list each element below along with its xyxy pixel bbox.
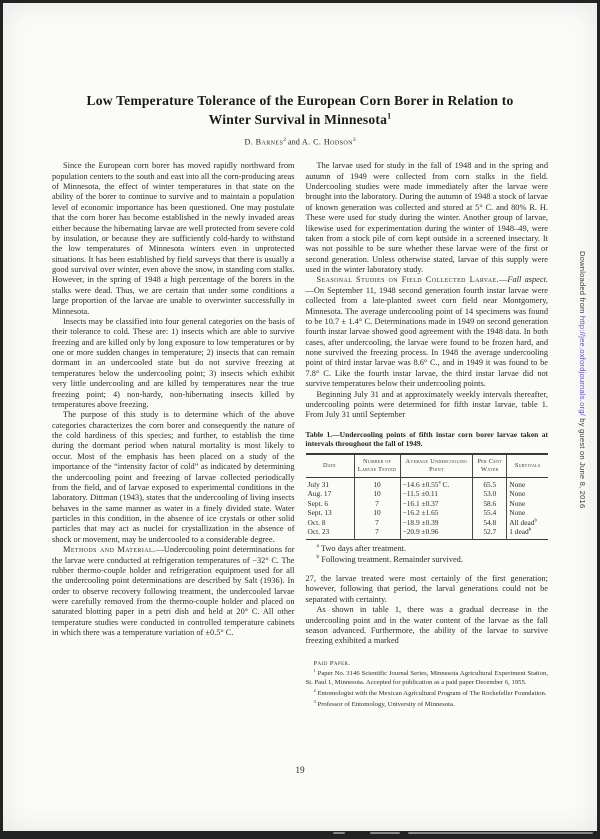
title-block xyxy=(3,91,597,146)
title-text: Low Temperature Tolerance of the European Corn Borer in Relation to Winter Survival in Minnesota xyxy=(86,93,514,128)
table-header-row xyxy=(306,454,549,477)
methods-heading: Methods and Material. xyxy=(63,545,156,555)
cell-water: 54.8 xyxy=(473,518,507,527)
cell-ucp: −16.1 ±0.37 xyxy=(400,499,473,508)
paragraph-generations: 27, the larvae treated were most certainly of the first generation; however, following that period, the larval generations could not be separated with certainty. xyxy=(305,574,548,604)
right-column xyxy=(306,161,549,710)
scan-artifact xyxy=(333,832,345,834)
table-row xyxy=(306,527,549,539)
cell-n: 10 xyxy=(354,508,400,517)
journal-page xyxy=(3,3,597,831)
table-footnote-a: $^a$ Two days after treatment. xyxy=(316,542,407,553)
cell-survival: None xyxy=(507,477,548,489)
seasonal-text: —On September 11, 1948 second generation fourth instar larvae were collected from a late-planted sweet corn field near Montgomery, Minnesota. The average undercooling point of 14 specimens was found to be 10.7 ± 1.4° C. Determinations made in 1949 on second generation fourth instar larvae showed good agreement with the 1948 data. In both cases, after undercooling, the larvae were found to be frozen hard, and none survived the freezing process. In 1948 the average undercooling point of third instar larvae was 8.6° C., and in 1949 it was found to be 7.8° C. Like the fourth instar larvae, the third instar larvae did not survive temperatures below their undercooling points. xyxy=(305,285,548,389)
page-title xyxy=(75,91,525,130)
scan-artifact xyxy=(370,832,400,834)
methods-text: —Undercooling point determinations for the larvae were conducted at refrigeration temperatures of −32° C. The rubber thermo-couple holder and refrigeration equipment used for all the undercooling point determinations are described by Salt (1936). In order to observe recovery following treatment, the undercooled larvae were carefully removed from the thermo-couple holder and placed on saturated blotting paper in a petri dish and held at 20° C. All other temperature studies were conducted in controlled temperature cabinets in which there was a temperature variation of ±0.5° C. xyxy=(52,545,295,638)
col-header-date: Date xyxy=(306,454,355,477)
cell-date: July 31 xyxy=(307,479,330,489)
table-1 xyxy=(306,453,549,540)
fall-aspect-subheading: Fall aspect. xyxy=(507,275,548,285)
download-watermark xyxy=(578,251,587,603)
author-1: D. Barnes xyxy=(244,137,284,147)
table-footnotes xyxy=(306,543,549,565)
table-row xyxy=(306,477,549,489)
cell-date: Sept. 6 xyxy=(307,498,329,508)
title-footnote-marker: 1 xyxy=(387,111,392,121)
cell-survival: None xyxy=(507,489,548,498)
cell-water: 58.6 xyxy=(473,499,507,508)
cell-survival: All dead$^b$ xyxy=(507,518,548,527)
article-footnotes xyxy=(306,660,549,710)
col-header-undercooling-point: Average Undercooling Point xyxy=(400,454,473,477)
footnote-1: $^1$ Paper No. 3146 Scientific Journal Series, Minnesota Agricultural Experiment Station, St. Paul 1, Minnesota. Accepted for publication as a paid paper December 6, 1955. xyxy=(305,668,549,687)
page-number: 19 xyxy=(295,766,305,776)
cell-ucp: −18.9 ±0.39 xyxy=(400,518,473,527)
author-2-footnote-marker: 3 xyxy=(352,136,356,143)
seasonal-dash: — xyxy=(499,275,508,285)
left-column xyxy=(52,161,295,710)
col-header-survivals: Survivals xyxy=(507,454,548,477)
table-footnote-b: $^b$ Following treatment. Remainder survived. xyxy=(316,553,463,564)
col-header-number-tested: Number of Larvae Tested xyxy=(354,454,400,477)
cell-ucp: −20.9 ±0.96 xyxy=(400,527,473,539)
paragraph-weekly-intervals: Beginning July 31 and at approximately weekly intervals thereafter, undercooling points were determined for fifth instar larvae, table 1. From July 31 until September xyxy=(305,389,548,420)
paragraph-intro: Since the European corn borer has moved rapidly northward from population centers to the south and east into all the corn-producing areas of Minnesota, the effect of winter temperatures in that state on the ability of the borer to continue to survive and to maintain a population level of economic importance has been questioned. One may postulate that the corn borer has become established in the newly invaded areas either because the hibernating larvae are well protected from severe cold by insulation, or because they are sufficiently cold-hardy to withstand the low temperatures of Minnesota winters even in unprotected situations. It has been established by field surveys that there is usually a good survival over winter, even above the snow, in standing corn stalks. However, in the spring of 1948 a high percentage of the borers in the stalks were dead. Thus, we are certain that under some conditions a large proportion of the larvae are unable to overwinter successfully in Minnesota. xyxy=(52,161,295,316)
cell-survival: 1 dead$^b$ xyxy=(507,527,548,539)
paragraph-categories: Insects may be classified into four general categories on the basis of their tolerance to cold. These are: 1) insects which are able to survive freezing and are killed only by long exposure to low temperatures or by one or more sudden changes in temperature; 2) insects that can remain dormant in an undercooled state but do not survive freezing at temperatures below the undercooling point; 3) insects which exhibit very little undercooling and are killed by temperatures near the true freezing point; 4) non-hardy, non-hibernating insects killed by temperatures above freezing. xyxy=(52,316,295,409)
cell-water: 65.5 xyxy=(473,477,507,489)
paragraph-purpose: The purpose of this study is to determine which of the above categories characterizes the corn borer and consequently the nature of the cold hardiness of this species; and further, to establish the time during the dormant period when natural mortality is most likely to occur. Most of the emphasis has been placed on a study of the importance of the “intensity factor of cold” as indicated by determining the undercooling point and freezing of larvae collected periodically from the field, and of larvae exposed to experimental conditions in the laboratory. Dittman (1943), states that the undercooling of living insects behaves in the same manner as water in a finely divided state. Water particles in this condition, in the absence of ice crystals or other solid particles that may act as nuclei for crystallization in the absence of shock or movement, may be undercooled to a considerable degree. xyxy=(52,410,295,544)
cell-date: Sept. 13 xyxy=(307,508,332,518)
authors-separator: and xyxy=(285,137,302,147)
cell-water: 55.4 xyxy=(473,508,507,517)
table-row xyxy=(306,489,549,498)
table-row xyxy=(306,508,549,517)
cell-date: Oct. 8 xyxy=(307,517,326,527)
cell-water: 52.7 xyxy=(473,527,507,539)
cell-water: 53.0 xyxy=(473,489,507,498)
cell-ucp: −16.2 ±1.65 xyxy=(400,508,473,517)
paragraph-seasonal xyxy=(306,275,549,389)
table-1-caption: Table 1.—Undercooling points of fifth instar corn borer larvae taken at intervals throughout the fall of 1949. xyxy=(305,429,548,449)
cell-date: Aug. 17 xyxy=(307,489,332,499)
watermark-prefix: Downloaded from xyxy=(578,251,587,316)
paragraph-methods xyxy=(52,545,295,638)
scan-artifact xyxy=(408,832,593,834)
cell-survival: None xyxy=(507,499,548,508)
cell-ucp: −11.5 ±0.11 xyxy=(400,489,473,498)
footnote-2: $^2$ Entomologist with the Mexican Agricultural Program of The Rockefeller Foundation. xyxy=(313,688,547,698)
cell-survival: None xyxy=(507,508,548,517)
cell-n: 7 xyxy=(354,527,400,539)
journal-url-link[interactable]: http://jee.oxfordjournals.org/ xyxy=(578,315,587,416)
paragraph-larvae-collection: The larvae used for study in the fall of 1948 and in the spring and autumn of 1949 were collected from corn stalks in the field. Undercooling studies were made immediately after the larvae were brought into the laboratory. During the autumn of 1948 a stock of larvae of known generation was collected and stored at 5° C. and 80% R. H. These were used for study during the winter. Another group of larvae, likewise used for experimentation during the winter of 1948–49, were taken from a stock pile of corn kept outside in a screened insectary. It was not possible to be sure whether these larvae were of the first or second generation. Unless otherwise stated, larvae of this supply were used in the winter laboratory study. xyxy=(305,161,548,275)
watermark-suffix: by guest on June 8, 2016 xyxy=(578,415,587,509)
cell-ucp: −14.6 ±0.55$^a$ C. xyxy=(400,477,473,489)
author-1-footnote-marker: 2 xyxy=(283,136,286,143)
cell-n: 10 xyxy=(354,489,400,498)
cell-n: 7 xyxy=(354,518,400,527)
cell-date: Oct. 23 xyxy=(307,527,330,537)
author-2: A. C. Hodson xyxy=(301,137,353,147)
cell-n: 7 xyxy=(354,499,400,508)
cell-n: 10 xyxy=(354,477,400,489)
table-row xyxy=(306,518,549,527)
col-header-percent-water: Per Cent Water xyxy=(473,454,507,477)
table-row xyxy=(306,499,549,508)
footnote-3: $^3$ Professor of Entomology, University of Minnesota. xyxy=(313,698,455,709)
seasonal-heading: Seasonal Studies on Field Collected Larvae. xyxy=(316,275,500,285)
paragraph-gradual-decrease: As shown in table 1, there was a gradual decrease in the undercooling point and in the water content of the larvae as the fall season advanced. Furthermore, the ability of the larvae to survive freezing exhibited a marked xyxy=(305,605,548,646)
article-body xyxy=(3,161,597,710)
authors-line xyxy=(75,137,525,147)
paid-paper-note: Paid Paper. xyxy=(313,659,351,667)
